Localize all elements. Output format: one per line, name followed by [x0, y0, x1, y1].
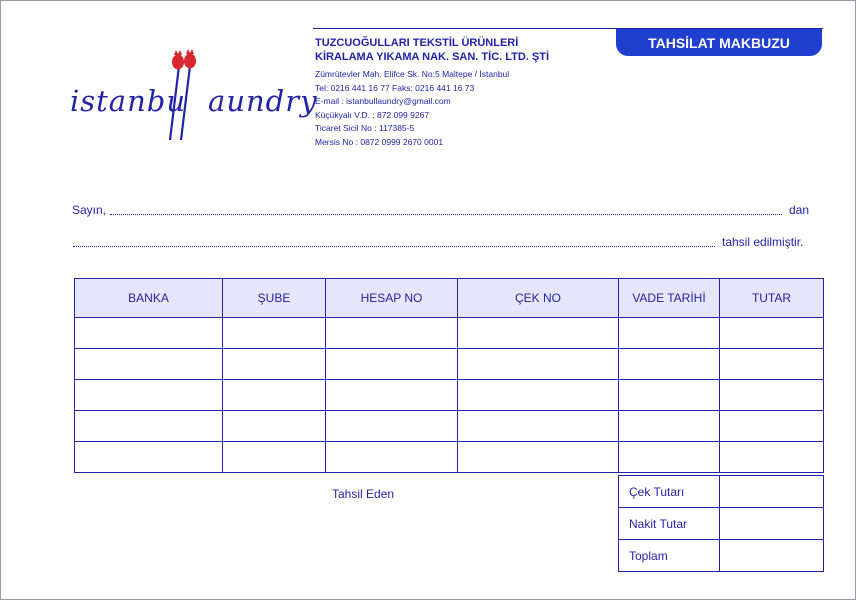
table-cell[interactable]: [458, 380, 619, 411]
amount-text-field[interactable]: [73, 246, 715, 247]
logo-part2: aundry: [208, 84, 318, 118]
document-title-badge: TAHSİLAT MAKBUZU: [616, 29, 822, 56]
table-cell[interactable]: [223, 411, 326, 442]
table-cell[interactable]: [619, 411, 720, 442]
tahsil-label: tahsil edilmiştir.: [722, 235, 804, 249]
table-row: [75, 380, 824, 411]
logo-part1: istanbu: [70, 84, 187, 118]
table-cell[interactable]: [619, 380, 720, 411]
payer-name-field[interactable]: [110, 214, 782, 215]
cek-tutari-field[interactable]: [720, 476, 824, 508]
company-tax-office: Küçükyalı V.D. : 872 099 9267: [315, 109, 430, 120]
header-vade-tarihi: VADE TARİHİ: [619, 279, 720, 318]
dan-label: dan: [789, 203, 810, 217]
table-cell[interactable]: [619, 318, 720, 349]
table-cell[interactable]: [75, 442, 223, 473]
table-cell[interactable]: [223, 349, 326, 380]
table-cell[interactable]: [223, 442, 326, 473]
tahsil-eden-label: Tahsil Eden: [332, 487, 395, 501]
table-row: [75, 442, 824, 473]
header-banka: BANKA: [75, 279, 223, 318]
header-hesap-no: HESAP NO: [326, 279, 458, 318]
table-cell[interactable]: [720, 411, 824, 442]
company-phone: Tel: 0216 441 16 77 Faks: 0216 441 16 73: [315, 82, 475, 93]
header-sube: ŞUBE: [223, 279, 326, 318]
table-cell[interactable]: [326, 411, 458, 442]
company-email: E-mail : istanbullaundry@gmail.com: [315, 96, 451, 106]
header-cek-no: ÇEK NO: [458, 279, 619, 318]
table-cell[interactable]: [720, 442, 824, 473]
summary-row-nakit: [619, 508, 824, 540]
table-cell[interactable]: [720, 349, 824, 380]
table-cell[interactable]: [326, 349, 458, 380]
toplam-field[interactable]: [720, 540, 824, 572]
company-contact-block: [315, 68, 509, 149]
payment-table: [74, 278, 824, 473]
table-row: [75, 318, 824, 349]
table-cell[interactable]: [326, 380, 458, 411]
table-cell[interactable]: [458, 442, 619, 473]
table-header-row: [75, 279, 824, 318]
logo-wordmark: [70, 84, 318, 118]
summary-table: [618, 475, 824, 572]
header-tutar: TUTAR: [720, 279, 824, 318]
table-cell[interactable]: [458, 411, 619, 442]
table-cell[interactable]: [75, 411, 223, 442]
table-cell[interactable]: [75, 380, 223, 411]
sayin-label: Sayın,: [72, 203, 107, 217]
company-mersis: Mersis No : 0872 0999 2670 0001: [315, 136, 444, 147]
table-cell[interactable]: [326, 318, 458, 349]
table-cell[interactable]: [223, 380, 326, 411]
company-name-line1: TUZCUOĞULLARI TEKSTİL ÜRÜNLERİ: [315, 37, 519, 49]
table-cell[interactable]: [458, 349, 619, 380]
company-trade-registry: Ticaret Sicil No : 117385-5: [315, 123, 415, 133]
toplam-label: Toplam: [619, 540, 720, 572]
company-address: Zümrütevler Mah. Elifce Sk. No:5 Maltepe / İstanbul: [315, 69, 510, 79]
company-name-line2: KİRALAMA YIKAMA NAK. SAN. TİC. LTD. ŞTİ: [315, 51, 550, 63]
table-cell[interactable]: [619, 442, 720, 473]
table-cell[interactable]: [223, 318, 326, 349]
istanbul-laundry-logo: [70, 48, 318, 148]
table-cell[interactable]: [720, 380, 824, 411]
summary-row-toplam: [619, 540, 824, 572]
table-cell[interactable]: [619, 349, 720, 380]
cek-tutari-label: Çek Tutarı: [619, 476, 720, 508]
nakit-tutar-field[interactable]: [720, 508, 824, 540]
table-cell[interactable]: [75, 318, 223, 349]
table-cell[interactable]: [326, 442, 458, 473]
company-name: [315, 36, 549, 64]
table-row: [75, 411, 824, 442]
table-row: [75, 349, 824, 380]
nakit-tutar-label: Nakit Tutar: [619, 508, 720, 540]
table-cell[interactable]: [75, 349, 223, 380]
table-cell[interactable]: [458, 318, 619, 349]
table-cell[interactable]: [720, 318, 824, 349]
summary-row-cek: [619, 476, 824, 508]
